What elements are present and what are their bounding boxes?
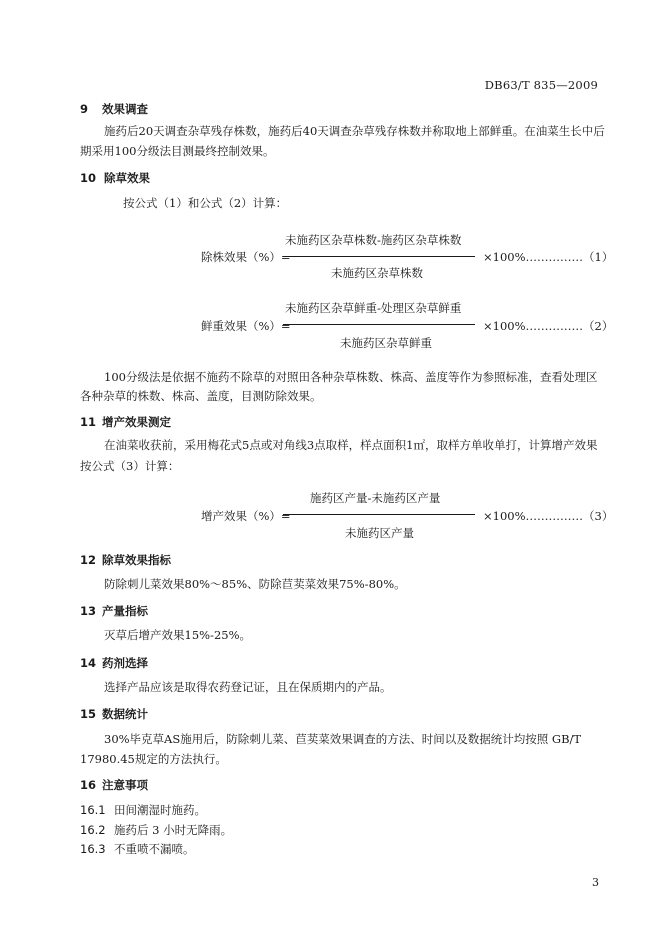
item-text: 田间潮湿时施药。 [114,803,206,817]
section-12-heading [80,552,171,568]
section-14-heading [80,655,148,671]
item-text: 不重喷不漏喷。 [114,842,195,856]
paragraph-line: 防除刺儿菜效果80%～85%、防除苣荬菜效果75%-80%。 [104,577,406,591]
formula-denominator: 未施药区产量 [345,526,414,540]
section-10-heading [80,170,150,186]
formula-rhs: ×100%……………（1） [483,250,614,264]
formula-numerator: 未施药区杂草鲜重-处理区杂草鲜重 [285,301,462,315]
formula-lhs: 除株效果（%）= [201,250,291,264]
fraction-bar [283,514,475,515]
paragraph-line: 100分级法是依据不施药不除草的对照田各种杂草株数、株高、盖度等作为参照标准，查看处理区 [104,370,598,384]
item-number: 16.1 [80,803,106,817]
item-text: 施药后 3 小时无降雨。 [114,823,233,837]
list-item [80,839,195,859]
item-number: 16.2 [80,823,106,837]
section-number: 9 [80,102,89,116]
formula-lhs: 鲜重效果（%）= [201,319,291,333]
section-15-heading [80,706,148,722]
section-title: 药剂选择 [102,656,148,670]
paragraph-line: 按公式（3）计算： [80,459,180,473]
section-16-heading [80,777,148,793]
fraction-bar [283,324,475,325]
section-number: 12 [80,553,97,567]
formula-rhs: ×100%……………（2） [483,319,614,333]
section-title: 数据统计 [102,707,148,721]
section-number: 11 [80,415,97,429]
section-9-heading [80,101,148,117]
paragraph-line: 期采用100分级法目测最终控制效果。 [80,144,275,158]
section-title: 注意事项 [102,778,148,792]
list-item [80,800,206,820]
formula-numerator: 未施药区杂草株数-施药区杂草株数 [285,233,462,247]
formula-lhs: 增产效果（%）= [201,509,291,523]
document-code: DB63/T 835—2009 [484,78,598,92]
paragraph-line: 选择产品应该是取得农药登记证，且在保质期内的产品。 [104,680,392,694]
paragraph-line: 各种杂草的株数、株高、盖度，目测防除效果。 [80,389,322,403]
section-number: 15 [80,707,97,721]
paragraph-line: 在油菜收获前，采用梅花式5点或对角线3点取样，样点面积1㎡，取样方单收单打，计算增产效果 [104,438,598,452]
paragraph-line: 30%毕克草AS施用后，防除刺儿菜、苣荬菜效果调查的方法、时间以及数据统计均按照 GB/T [104,732,582,746]
formula-numerator: 施药区产量-未施药区产量 [310,491,441,505]
formula-denominator: 未施药区杂草鲜重 [340,336,432,350]
section-number: 16 [80,778,97,792]
section-title: 产量指标 [102,604,148,618]
section-11-heading [80,414,171,430]
formula-rhs: ×100%……………（3） [483,509,614,523]
section-number: 10 [80,171,97,185]
section-13-heading [80,603,148,619]
paragraph-line: 施药后20天调查杂草残存株数，施药后40天调查杂草残存株数并称取地上部鲜重。在油菜生长中后 [104,124,605,138]
section-number: 14 [80,656,97,670]
paragraph-line: 17980.45规定的方法执行。 [80,752,227,766]
section-title: 除草效果 [104,171,150,185]
paragraph-line: 灭草后增产效果15%-25%。 [104,628,252,642]
section-title: 增产效果测定 [102,415,171,429]
formula-intro: 按公式（1）和公式（2）计算： [123,196,288,210]
formula-denominator: 未施药区杂草株数 [331,266,423,280]
list-item [80,820,232,840]
section-title: 除草效果指标 [102,553,171,567]
item-number: 16.3 [80,842,106,856]
page-number: 3 [592,876,599,889]
section-number: 13 [80,604,97,618]
section-title: 效果调查 [102,102,148,116]
fraction-bar [283,256,475,257]
